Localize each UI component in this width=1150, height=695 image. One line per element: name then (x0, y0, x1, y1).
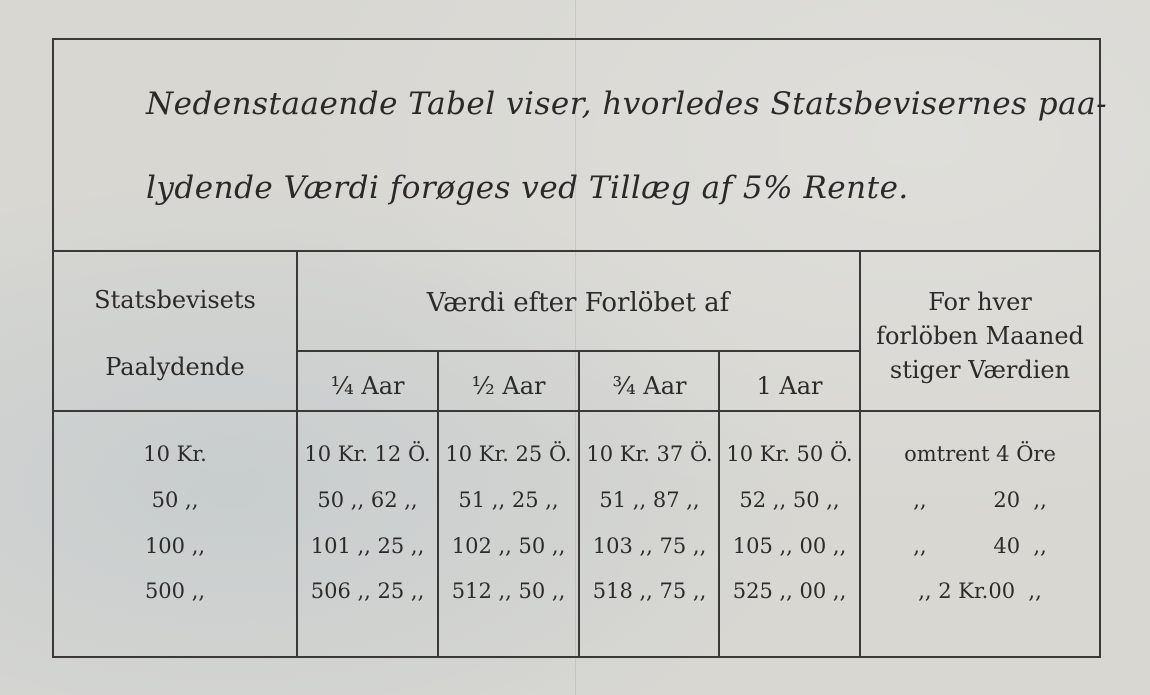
row-3-monthly: ,, 40 ,, (913, 534, 1047, 558)
row-2-quarter: 50 ,, 62 ,, (317, 488, 418, 512)
header-monthly-3: stiger Værdien (889, 356, 1071, 384)
row-3-quarter: 101 ,, 25 ,, (310, 534, 425, 558)
row-3-year: 105 ,, 00 ,, (732, 534, 847, 558)
header-monthly-1: For hver (928, 288, 1032, 316)
row-2-three-quarter: 51 ,, 87 ,, (599, 488, 700, 512)
row-2-year: 52 ,, 50 ,, (739, 488, 840, 512)
header-period-half: ½ Aar (471, 372, 546, 400)
row-4-face: 500 ,, (144, 579, 206, 603)
table-frame (52, 38, 1108, 658)
header-period-quarter: ¼ Aar (330, 372, 405, 400)
row-4-half: 512 ,, 50 ,, (451, 579, 566, 603)
row-1-quarter: 10 Kr. 12 Ö. (304, 442, 431, 466)
caption-line-1: Nedenstaaende Tabel viser, hvorledes Statsbevisernes paa- (146, 86, 1108, 122)
row-2-face: 50 ,, (151, 488, 199, 512)
rule-header (54, 410, 1099, 412)
row-4-year: 525 ,, 00 ,, (732, 579, 847, 603)
row-2-monthly: ,, 20 ,, (913, 488, 1047, 512)
header-period-three-quarter: ¾ Aar (612, 372, 687, 400)
row-1-year: 10 Kr. 50 Ö. (726, 442, 853, 466)
row-1-three-quarter: 10 Kr. 37 Ö. (586, 442, 713, 466)
header-monthly-2: forlöben Maaned (876, 322, 1084, 350)
row-2-half: 51 ,, 25 ,, (458, 488, 559, 512)
row-4-quarter: 506 ,, 25 ,, (310, 579, 425, 603)
row-1-monthly: omtrent 4 Öre (904, 442, 1056, 466)
header-face-value-1: Statsbevisets (94, 286, 256, 314)
table-caption (54, 40, 1108, 250)
row-3-half: 102 ,, 50 ,, (451, 534, 566, 558)
header-period-year: 1 Aar (756, 372, 823, 400)
caption-line-2: lydende Værdi forøges ved Tillæg af 5% Rente. (146, 170, 909, 206)
row-3-three-quarter: 103 ,, 75 ,, (592, 534, 707, 558)
header-face-value-2: Paalydende (105, 353, 245, 381)
row-1-face: 10 Kr. (143, 442, 207, 466)
row-1-half: 10 Kr. 25 Ö. (445, 442, 572, 466)
header-value-after: Værdi efter Forlöbet af (426, 288, 730, 318)
row-4-monthly: ,, 2 Kr.00 ,, (918, 579, 1042, 603)
row-4-three-quarter: 518 ,, 75 ,, (592, 579, 707, 603)
rule-caption (54, 250, 1099, 252)
row-3-face: 100 ,, (144, 534, 206, 558)
